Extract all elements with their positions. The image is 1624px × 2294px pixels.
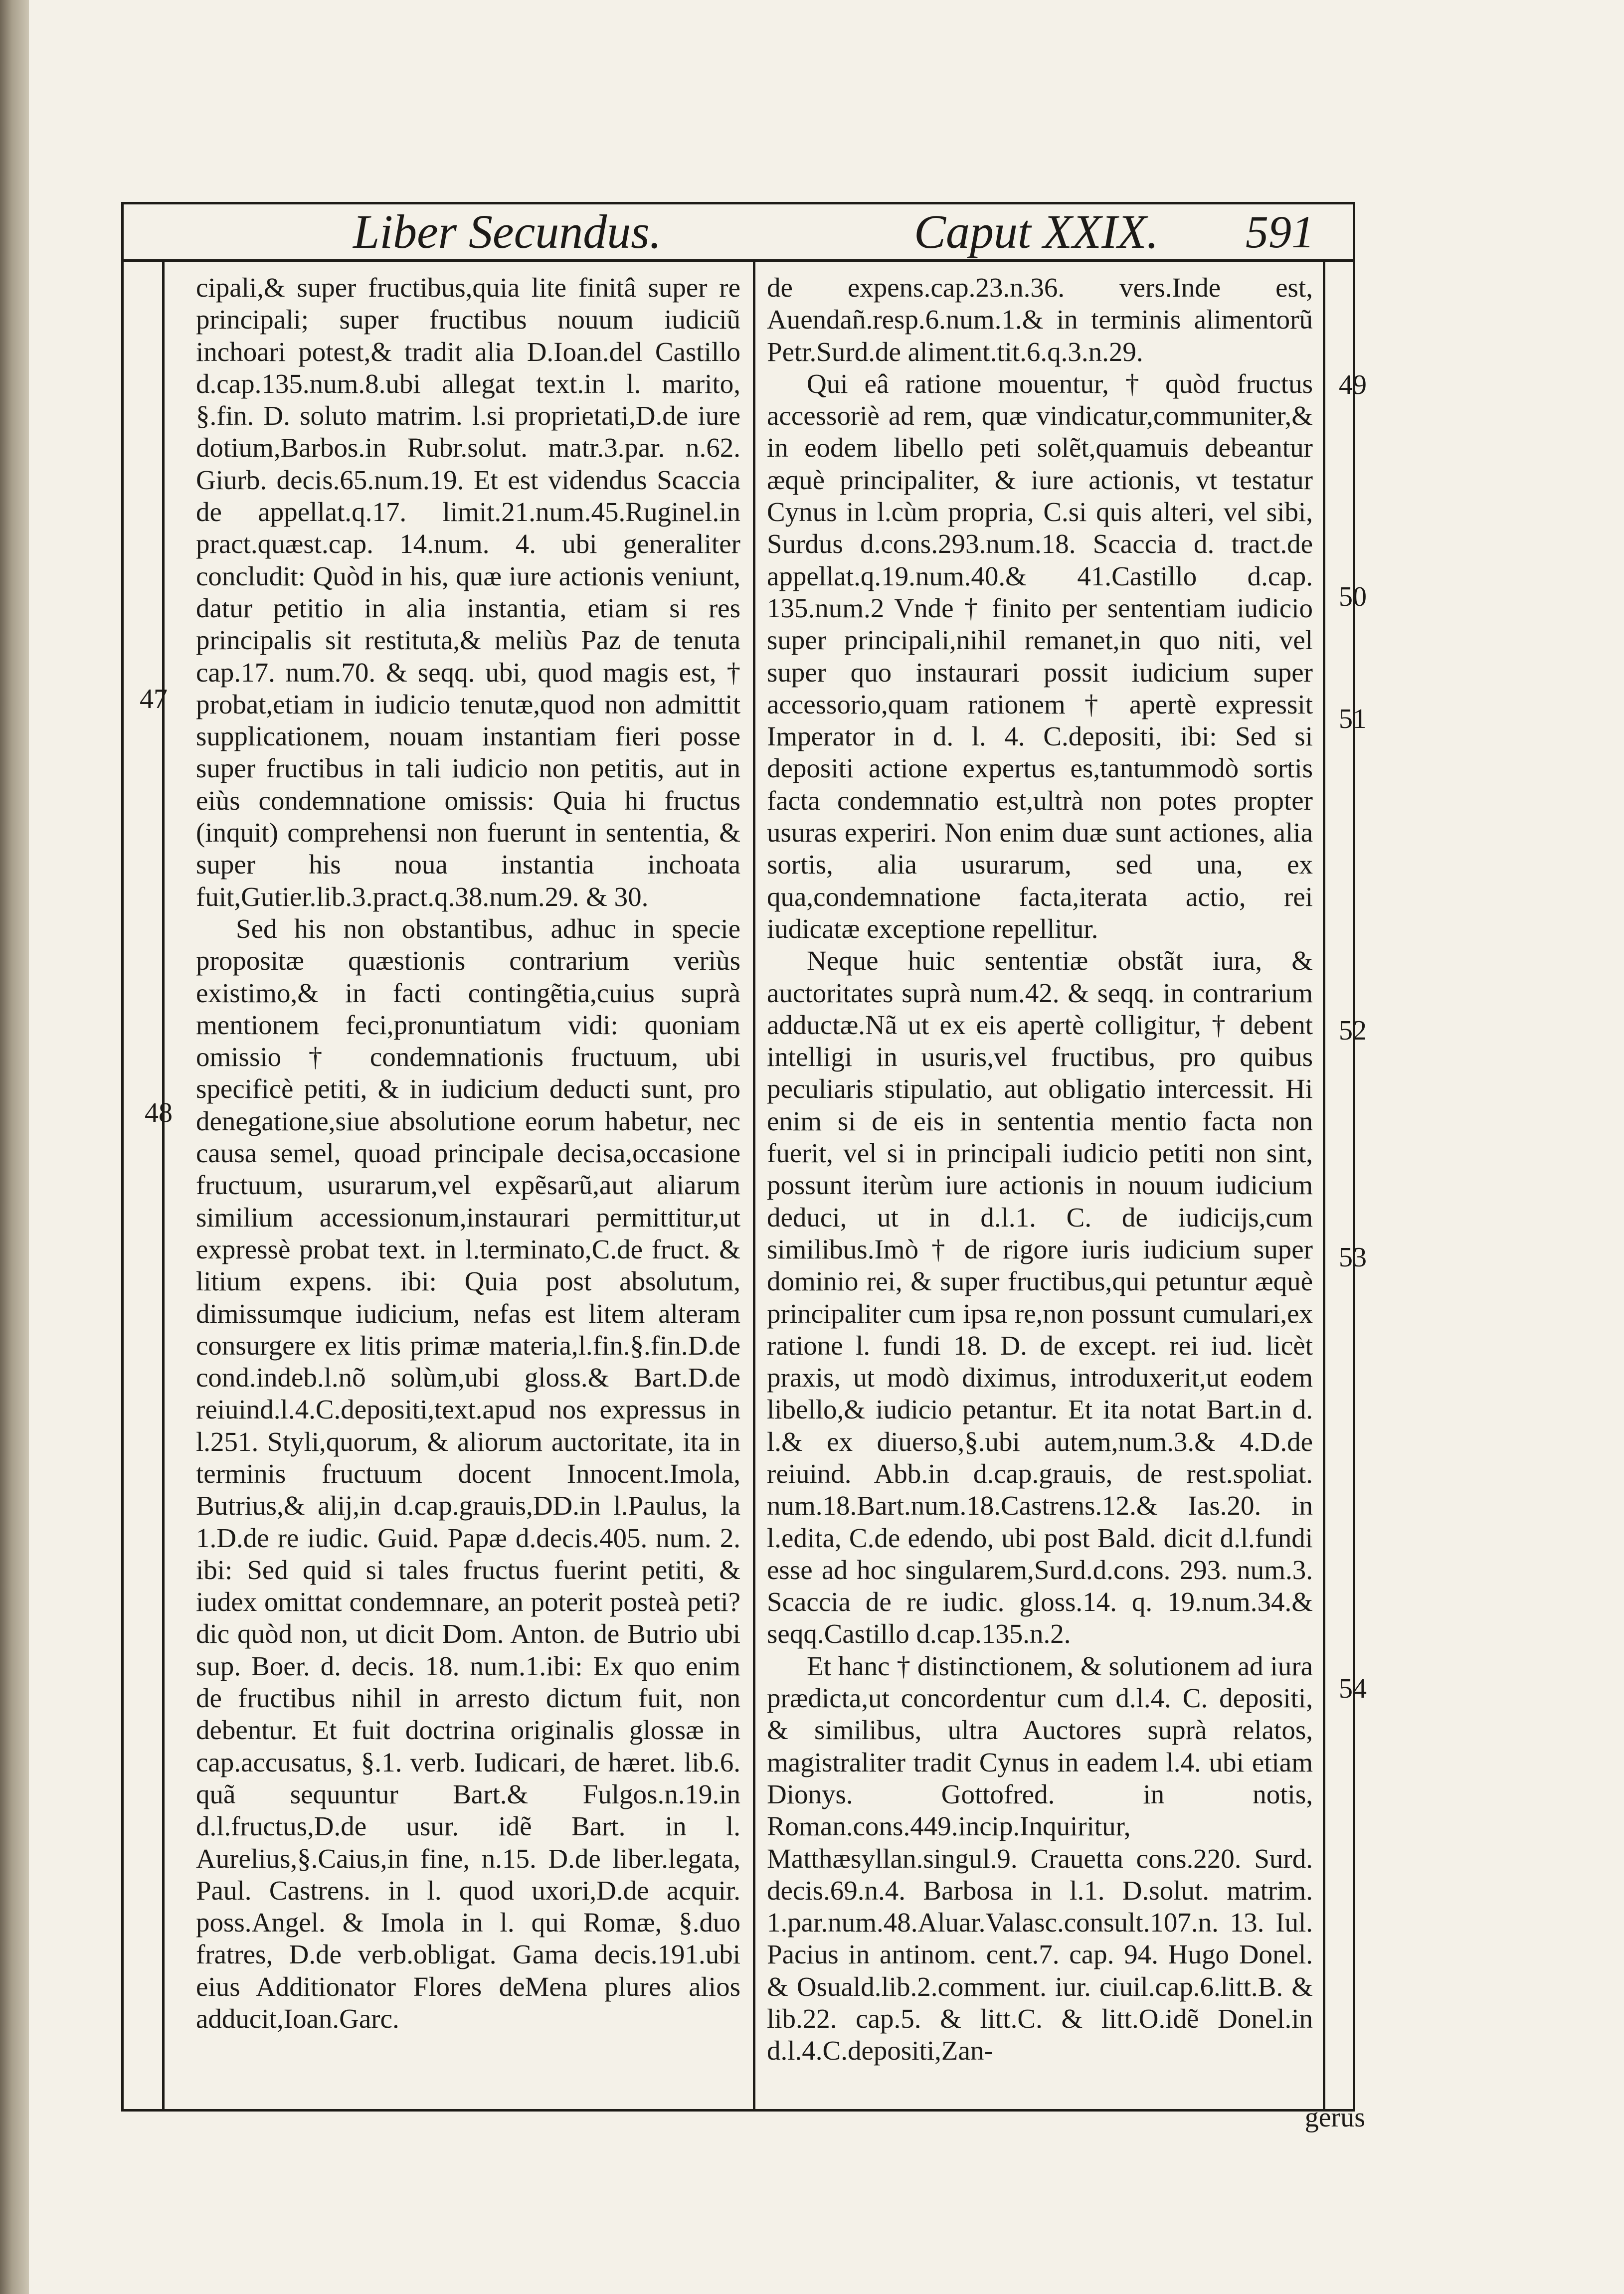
- margin-number: 47: [140, 684, 168, 714]
- header-rule: [121, 259, 1355, 262]
- margin-number: 50: [1339, 581, 1367, 612]
- margin-number: 53: [1339, 1242, 1367, 1273]
- book-page: [29, 0, 1624, 2294]
- margin-number: 54: [1339, 1673, 1367, 1704]
- catchword: gerus: [1304, 2102, 1365, 2133]
- margin-number: 51: [1339, 704, 1367, 734]
- page-number: 591: [1246, 206, 1314, 257]
- left-inner-rule: [162, 259, 165, 2112]
- column-divider-rule: [753, 259, 755, 2112]
- left-column: [196, 272, 740, 2087]
- paragraph: Et hanc † distinctionem, & solutionem ad iura prædicta,ut concordentur cum d.l.4. C. depositi, & similibus, ultra Auctores suprà relatos, magistraliter tradit Cynus in eadem l.4. ubi etiam Dionys. Gottofred. in notis, Roman.cons.449.incip.Inquiritur, Matthæsyllan.singul.9. Crauetta cons.220. Surd. decis.69.n.4. Barbosa in l.1. D.solut. matrim. 1.par.num.48.Aluar.Valasc.consult.107.n. 13. Iul. Pacius in antinom. cent.7. cap. 94. Hugo Donel. & Osuald.lib.2.comment. iur. ciuil.cap.6.litt.B. & lib.22. cap.5. & litt.C. & litt.O.idẽ Donel.in d.l.4.C.depositi,Zan-: [767, 1650, 1313, 2066]
- paragraph: cipali,& super fructibus,quia lite finitâ super re principali; super fructibus nouum iudiciũ inchoari potest,& tradit alia D.Ioan.del Castillo d.cap.135.num.8.ubi allegat text.in l. marito, §.fin. D. soluto matrim. l.si proprietati,D.de iure dotium,Barbos.in Rubr.solut. matr.3.par. n.62. Giurb. decis.65.num.19. Et est videndus Scaccia de appellat.q.17. limit.21.num.45.Ruginel.in pract.quæst.cap. 14.num. 4. ubi generaliter concludit: Quòd in his, quæ iure actionis veniunt, datur petitio in alia instantia, etiam si res principalis sit restituta,& meliùs Paz de tenuta cap.17. num.70. & seqq. ubi, quod magis est, † probat,etiam in iudicio tenutæ,quod non admittit supplicationem, nouam instantiam fieri posse super fructibus in tali iudicio non petitis, aut in eiùs condemnatione omissis: Quia hi fructus (inquit) comprehensi non fuerunt in sententia, & super his noua instantia inchoata fuit,Gutier.lib.3.pract.q.38.num.29. & 30.: [196, 272, 740, 912]
- paragraph: Qui eâ ratione mouentur, † quòd fructus accessoriè ad rem, quæ vindicatur,communiter,& in eodem libello peti solẽt,quamuis debeantur æquè principaliter, & iure actionis, vt testatur Cynus in l.cùm propria, C.si quis alteri, vel sibi, Surdus d.cons.293.num.18. Scaccia d. tract.de appellat.q.19.num.40.& 41.Castillo d.cap. 135.num.2 Vnde † finito per sententiam iudicio super principali,nihil remanet,in quo niti, vel super quo instaurari possit iudicium super accessorio,quam rationem † apertè expressit Imperator in d. l. 4. C.depositi, ibi: Sed si depositi actione expertus es,tantummodò sortis facta condemnatio est,ultrà non potes propter usuras experiri. Non enim duæ sunt actiones, alia sortis, alia usurarum, sed una, ex qua,condemnatione facta,iterata actio, rei iudicatæ exceptione repellitur.: [767, 368, 1313, 944]
- right-column: [767, 272, 1313, 2087]
- running-head-left: Liber Secundus.: [353, 205, 662, 258]
- book-binding-shadow: [0, 0, 30, 2294]
- right-inner-rule: [1323, 259, 1325, 2112]
- margin-number: 49: [1339, 369, 1367, 400]
- margin-number: 48: [145, 1097, 173, 1128]
- paragraph: de expens.cap.23.n.36. vers.Inde est, Auendañ.resp.6.num.1.& in terminis alimentorũ Petr.Surd.de aliment.tit.6.q.3.n.29.: [767, 272, 1313, 367]
- margin-number: 52: [1339, 1015, 1367, 1046]
- paragraph: Sed his non obstantibus, adhuc in specie propositæ quæstionis contrarium veriùs existimo,& in facti contingẽtia,cuius suprà mentionem feci,pronuntiatum vidi: quoniam omissio † condemnationis fructuum, ubi specificè petiti, & in iudicium deducti sunt, pro denegatione,siue absolutione eorum habetur, nec causa semel, quoad principale decisa,occasione fructuum, usurarum,vel expẽsarũ,aut aliarum similium accessionum,instaurari permittitur,ut expressè probat text. in l.terminato,C.de fruct. & litium expens. ibi: Quia post absolutum, dimissumque iudicium, nefas est litem alteram consurgere ex litis primæ materia,l.fin.§.fin.D.de cond.indeb.l.nõ solùm,ubi gloss.& Bart.D.de reiuind.l.4.C.depositi,text.apud nos expressus in l.251. Styli,quorum, & aliorum auctoritate, ita in terminis fructuum docent Innocent.Imola, Butrius,& alij,in d.cap.grauis,DD.in l.Paulus, la 1.D.de re iudic. Guid. Papæ d.decis.405. num. 2. ibi: Sed quid si tales fructus fuerint petiti, & iudex omittat condemnare, an poterit posteà peti? dic quòd non, ut dicit Dom. Anton. de Butrio ubi sup. Boer. d. decis. 18. num.1.ibi: Ex quo enim de fructibus nihil in arresto dictum fuit, non debentur. Et fuit doctrina originalis glossæ in cap.accusatus, §.1. verb. Iudicari, de hæret. lib.6. quã sequuntur Bart.& Fulgos.n.19.in d.l.fructus,D.de usur. idẽ Bart. in l. Aurelius,§.Caius,in fine, n.15. D.de liber.legata, Paul. Castrens. in l. quod uxori,D.de acquir. poss.Angel. & Imola in l. qui Romæ, §.duo fratres, D.de verb.obligat. Gama decis.191.ubi eius Additionator Flores deMena plures alios adducit,Ioan.Garc.: [196, 913, 740, 2034]
- running-head-right: Caput XXIX.: [914, 205, 1159, 258]
- paragraph: Neque huic sententiæ obstãt iura, & auctoritates suprà num.42. & seqq. in contrarium adductæ.Nã ut ex eis apertè colligitur, † debent intelligi in usuris,vel fructibus, pro quibus peculiaris stipulatio, aut obligatio intercessit. Hi enim si de eis in sententia mentio facta non fuerit, vel si in principali iudicio petiti non sint, possunt iterùm iure actionis in nouum iudicium deduci, ut in d.l.1. C. de iudicijs,cum similibus.Imò † de rigore iuris iudicium super dominio rei, & super fructibus,qui petuntur æquè principaliter cum ipsa re,non possunt cumulari,ex ratione l. fundi 18. D. de except. rei iud. licèt praxis, ut modò diximus, introduxerit,ut eodem libello,& iudicio petantur. Et ita notat Bart.in d. l.& ex diuerso,§.ubi autem,num.3.& 4.D.de reiuind. Abb.in d.cap.grauis, de rest.spoliat. num.18.Bart.num.18.Castrens.12.& Ias.20. in l.edita, C.de edendo, ubi post Bald. dicit d.l.fundi esse ad hoc singularem,Surd.d.cons. 293. num.3. Scaccia de re iudic. gloss.14. q. 19.num.34.& seqq.Castillo d.cap.135.n.2.: [767, 945, 1313, 1649]
